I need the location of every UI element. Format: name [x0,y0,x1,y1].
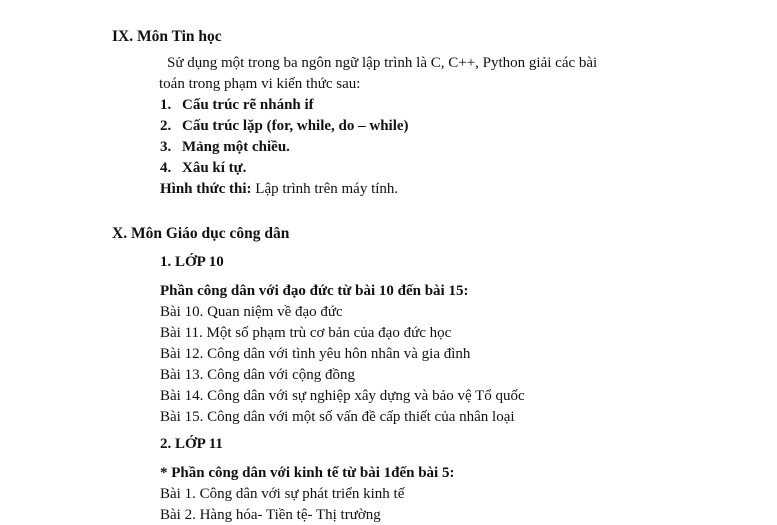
topic-text: Mảng một chiều. [182,139,290,155]
section-ix-title: IX. Môn Tin học [112,28,222,45]
section-x-title: X. Môn Giáo dục công dân [112,225,290,242]
exam-format [160,179,398,199]
lesson-item: Bài 1. Công dân với sự phát triển kinh tế [160,486,405,502]
lesson-item: Bài 11. Một số phạm trù cơ bản của đạo đức học [160,325,452,341]
topic-item [160,95,314,115]
exam-format-value: Lập trình trên máy tính. [251,181,399,197]
exam-format-label: Hình thức thi: [160,181,252,197]
section-ix-intro-line1: Sử dụng một trong ba ngôn ngữ lập trình là C, C++, Python giải các bài [167,55,598,71]
lesson-item: Bài 10. Quan niệm về đạo đức [160,304,343,320]
topic-item [160,137,290,157]
lesson-item: Bài 15. Công dân với một số vấn đề cấp thiết của nhân loại [160,409,515,425]
lesson-item: Bài 14. Công dân với sự nghiệp xây dựng và bảo vệ Tổ quốc [160,388,525,404]
topic-number: 4. [160,160,172,176]
lesson-item: Bài 12. Công dân với tình yêu hôn nhân và gia đình [160,346,471,362]
topic-number: 3. [160,139,172,155]
topic-number: 2. [160,118,172,134]
topic-item [160,158,246,178]
topic-text: Cấu trúc rẽ nhánh if [182,97,314,113]
grade11-heading: 2. LỚP 11 [160,436,223,452]
cutoff-text [130,0,600,7]
section-ix-intro-line2: toán trong phạm vi kiến thức sau: [159,76,361,92]
lesson-item: Bài 2. Hàng hóa- Tiền tệ- Thị trường [160,507,381,523]
topic-text: Xâu kí tự. [182,160,247,176]
grade11-part-heading: * Phần công dân với kinh tế từ bài 1đến bài 5: [160,465,455,481]
lesson-item: Bài 13. Công dân với cộng đồng [160,367,355,383]
grade10-heading: 1. LỚP 10 [160,254,224,270]
topic-text: Cấu trúc lặp (for, while, do – while) [182,118,409,134]
grade10-part-heading: Phần công dân với đạo đức từ bài 10 đến bài 15: [160,283,469,299]
topic-number: 1. [160,97,172,113]
topic-item [160,116,409,136]
